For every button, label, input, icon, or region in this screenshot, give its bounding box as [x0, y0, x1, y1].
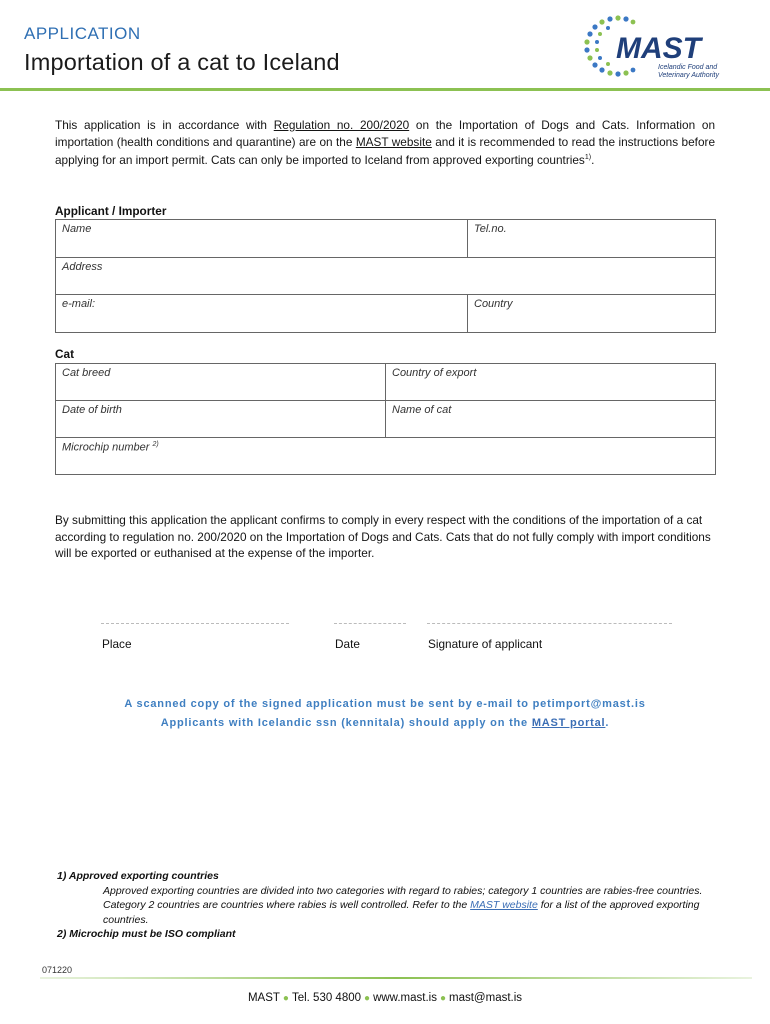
portal-notice-end: .	[605, 717, 610, 729]
separator-dot-icon: ●	[364, 993, 371, 1004]
page-title: Importation of a cat to Iceland	[24, 49, 340, 75]
footnote-1-title: 1) Approved exporting countries	[57, 870, 219, 882]
applicant-name-label: Name	[62, 223, 92, 235]
applicant-email-label: e-mail:	[62, 298, 96, 310]
microchip-label: Microchip number	[62, 441, 150, 454]
date-signature-line[interactable]	[334, 623, 406, 625]
applicant-country-label: Country	[474, 298, 513, 310]
intro-text-4: .	[591, 153, 595, 168]
cat-breed-field[interactable]	[56, 364, 386, 401]
header-divider	[0, 88, 770, 91]
place-label: Place	[102, 637, 132, 651]
date-label: Date	[335, 637, 360, 651]
logo-subtitle-2: Veterinary Authority	[658, 72, 719, 79]
microchip-number-field[interactable]	[56, 438, 716, 475]
intro-text-2: on the Importation of Dogs and Cats. Information on importation (health conditions and quarantine) are on the	[55, 118, 716, 149]
portal-notice	[55, 717, 715, 729]
intro-text-3: and it is recommended to read the instructions before applying for an import permit. Cats can only be imported to Iceland from approved exporting countries	[55, 134, 715, 168]
applicant-address-label: Address	[62, 260, 103, 273]
footnote-1-text-a: Approved exporting countries are divided into two categories with regard to rabies; category 1 countries are rabies-free countries. Category 2 countries are countries where rabies is well controlled. Refer to the	[103, 885, 703, 912]
country-of-export-label: Country of export	[392, 367, 477, 379]
country-of-export-field[interactable]	[386, 364, 716, 401]
cat-name-field[interactable]	[386, 401, 716, 438]
mast-logo	[580, 14, 752, 80]
footer-org: MAST	[247, 992, 280, 1004]
date-of-birth-label: Date of birth	[62, 404, 122, 416]
logo-subtitle-1: Icelandic Food and	[658, 64, 718, 71]
intro-text-1: This application is in accordance with	[55, 118, 274, 132]
applicant-section-label: Applicant / Importer	[55, 204, 167, 218]
footer-tel: Tel. 530 4800	[291, 992, 362, 1004]
footer-email[interactable]: mast@mast.is	[449, 992, 523, 1004]
place-signature-line[interactable]	[101, 623, 289, 625]
applicant-country-field[interactable]	[468, 295, 716, 333]
footer-website[interactable]: www.mast.is	[373, 992, 437, 1004]
email-notice: A scanned copy of the signed application must be sent by e-mail to petimport@mast.is	[124, 698, 646, 710]
footnote-ref-1: 1)	[584, 154, 592, 162]
applicant-name-field[interactable]	[56, 220, 468, 258]
footnote-ref-2: 2)	[152, 441, 159, 448]
applicant-tel-field[interactable]	[468, 220, 716, 258]
footnote-1-text-b: for a list of the approved exporting countries.	[103, 899, 700, 926]
separator-dot-icon: ●	[282, 993, 289, 1004]
applicant-email-field[interactable]	[56, 295, 468, 333]
signature-label: Signature of applicant	[428, 637, 543, 651]
footnote-mast-website-link[interactable]: MAST website	[470, 899, 538, 912]
applicant-form	[55, 219, 716, 333]
page-footer	[0, 992, 770, 1004]
separator-dot-icon: ●	[439, 993, 447, 1004]
applicant-address-field[interactable]	[56, 257, 716, 295]
applicant-signature-line[interactable]	[427, 623, 672, 625]
footnote-2-title: 2) Microchip must be ISO compliant	[57, 928, 236, 940]
document-kicker: APPLICATION	[24, 24, 141, 43]
mast-website-link[interactable]: MAST website	[355, 134, 432, 149]
portal-notice-text: Applicants with Icelandic ssn (kennitala) should apply on the	[160, 717, 532, 729]
logo-wordmark: MAST	[616, 32, 701, 65]
date-of-birth-field[interactable]	[56, 401, 386, 438]
regulation-link[interactable]: Regulation no. 200/2020	[273, 118, 410, 132]
cat-form	[55, 363, 716, 475]
footnote-1-text	[103, 884, 717, 927]
confirmation-paragraph: By submitting this application the applicant confirms to comply in every respect with the conditions of the importation of a cat according to regulation no. 200/2020 on the Importation of Dogs and Cats. Cats that do not fully comply with import conditions will be exported or euthanised at the expense of the importer.	[55, 513, 711, 561]
document-code: 071220	[42, 965, 73, 975]
mast-portal-link[interactable]: MAST portal	[531, 717, 606, 729]
intro-paragraph	[55, 117, 715, 169]
cat-breed-label: Cat breed	[62, 367, 111, 379]
cat-section-label: Cat	[55, 347, 75, 361]
footer-divider	[40, 977, 752, 979]
cat-name-label: Name of cat	[392, 404, 452, 416]
applicant-tel-label: Tel.no.	[474, 223, 507, 235]
